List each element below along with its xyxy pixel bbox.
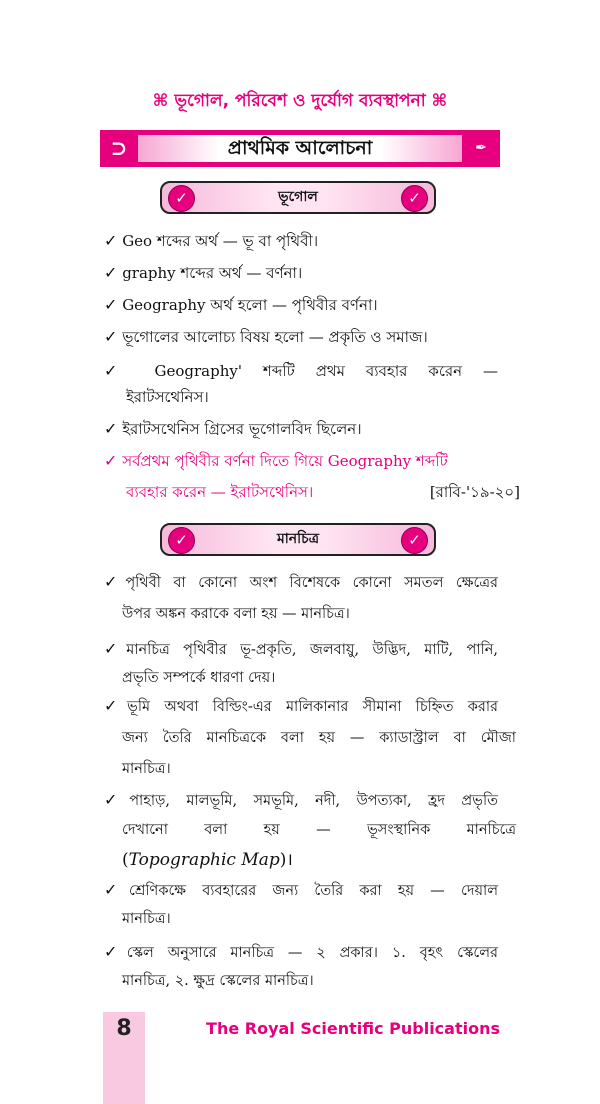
list-item: ✓মানচিত্র পৃথিবীর ভূ-প্রকৃতি, জলবায়ু, উদ্ভিদ, মাটি, পানি,	[104, 639, 499, 658]
check-circle-icon: ✓	[401, 185, 428, 212]
section-title: মানচিত্র	[276, 531, 320, 547]
list-item-cont: মানচিত্র।	[122, 761, 171, 777]
check-icon: ✓	[104, 696, 128, 715]
check-icon: ✓	[104, 639, 127, 658]
list-item-highlight-cont: ব্যবহার করেন — ইরাটসথেনিস। [রাবি-'১৯-২০]	[126, 483, 520, 501]
list-item: ✓ভূমি অথবা বিল্ডিং-এর মালিকানার সীমানা চিহ্নিত করার	[104, 696, 499, 715]
page-number: 8	[116, 1016, 132, 1041]
check-icon: ✓	[104, 572, 126, 591]
list-item-cont: প্রভৃতি সম্পর্কে ধারণা দেয়।	[122, 670, 276, 686]
check-icon: ✓	[104, 451, 118, 470]
check-icon: ✓	[104, 361, 134, 380]
banner-title: প্রাথমিক আলোচনা	[138, 135, 462, 162]
check-icon: ✓	[104, 327, 118, 346]
list-item-cont: দেখানো বলা হয় — ভূসংস্থানিক মানচিত্রে	[122, 822, 516, 838]
list-item: ✓পৃথিবী বা কোনো অংশ বিশেষকে কোনো সমতল ক্ষেত্রের	[104, 572, 498, 591]
list-item: ✓ graphy শব্দের অর্থ — বর্ণনা।	[104, 263, 303, 282]
section-heading-map	[160, 523, 436, 556]
list-item: ✓ Geography অর্থ হলো — পৃথিবীর বর্ণনা।	[104, 295, 378, 314]
list-item-cont: (Topographic Map)।	[122, 850, 293, 870]
chapter-title: ⌘ ভূগোল, পরিবেশ ও দুর্যোগ ব্যবস্থাপনা ⌘	[152, 91, 448, 111]
list-item-cont: উপর অঙ্কন করাকে বলা হয় — মানচিত্র।	[122, 606, 350, 622]
list-item-cont: ইরাটসথেনিস।	[126, 388, 209, 406]
check-icon: ✓	[104, 419, 118, 438]
list-item: ✓ ইরাটসথেনিস গ্রিসের ভূগোলবিদ ছিলেন।	[104, 419, 362, 438]
list-item: ✓শ্রেণিকক্ষে ব্যবহারের জন্য তৈরি করা হয় — দেয়াল	[104, 880, 498, 899]
section-heading-geography	[160, 181, 436, 214]
check-icon: ✓	[104, 790, 130, 809]
check-icon: ✓	[104, 263, 118, 282]
list-item: ✓ Geography' শব্দটি প্রথম ব্যবহার করেন —	[104, 361, 499, 380]
check-circle-icon: ✓	[168, 527, 195, 554]
check-icon: ✓	[104, 295, 118, 314]
check-icon: ✓	[104, 231, 118, 250]
section-banner	[100, 130, 500, 167]
list-item: ✓স্কেল অনুসারে মানচিত্র — ২ প্রকার। ১. বৃহৎ স্কেলের	[104, 942, 499, 961]
list-item-cont: মানচিত্র, ২. ক্ষুদ্র স্কেলের মানচিত্র।	[122, 973, 314, 989]
section-title: ভূগোল	[278, 189, 318, 205]
check-icon: ✓	[104, 942, 127, 961]
publisher-name: The Royal Scientific Publications	[206, 1019, 500, 1038]
check-icon: ✓	[104, 880, 129, 899]
exam-reference: [রাবি-'১৯-২০]	[429, 483, 520, 501]
list-item: ✓পাহাড়, মালভূমি, সমভূমি, নদী, উপত্যকা, হ্রদ প্রভৃতি	[104, 790, 499, 809]
list-item: ✓ Geo শব্দের অর্থ — ভূ বা পৃথিবী।	[104, 231, 319, 250]
check-circle-icon: ✓	[401, 527, 428, 554]
list-item-highlight: ✓ সর্বপ্রথম পৃথিবীর বর্ণনা দিতে গিয়ে Geography শব্দটি	[104, 451, 448, 470]
arrow-left-icon: ⊃	[110, 136, 128, 160]
check-circle-icon: ✓	[168, 185, 195, 212]
list-item-cont: মানচিত্র।	[122, 911, 171, 927]
list-item: ✓ ভূগোলের আলোচ্য বিষয় হলো — প্রকৃতি ও সমাজ।	[104, 327, 428, 346]
list-item-cont: জন্য তৈরি মানচিত্রকে বলা হয় — ক্যাডাস্ট্রাল বা মৌজা	[122, 730, 516, 746]
pen-icon: ✒	[475, 140, 487, 156]
